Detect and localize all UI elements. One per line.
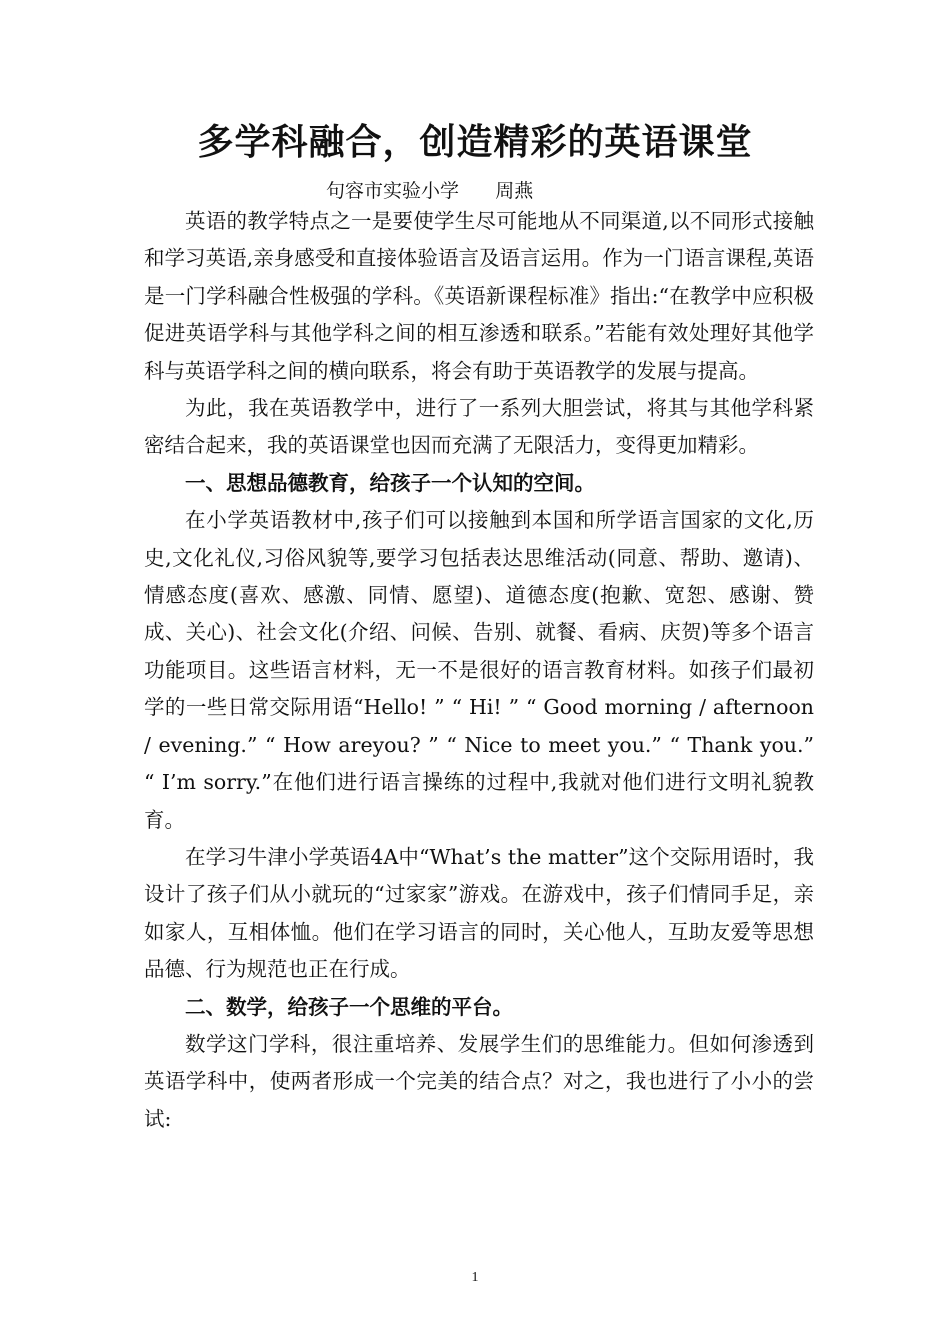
paragraph-approach: 为此，我在英语教学中，进行了一系列大胆尝试，将其与其他学科紧密结合起来，我的英语课堂也因而充满了无限活力，变得更加精彩。 <box>144 396 814 458</box>
document-body <box>144 203 814 1138</box>
page-number: 1 <box>471 1270 479 1285</box>
section-heading-moral-education: 一、思想品德教育，给孩子一个认知的空间。 <box>185 470 595 495</box>
paragraph-math: 数学这门学科，很注重培养、发展学生们的思维能力。但如何渗透到英语学科中，使两者形成一个完美的结合点？对之，我也进行了小小的尝试: <box>144 1031 814 1131</box>
author-line: 句容市实验小学 周燕 <box>326 180 534 202</box>
paragraph-intro: 英语的教学特点之一是要使学生尽可能地从不同渠道,以不同形式接触和学习英语,亲身感受和直接体验语言及语言运用。作为一门语言课程,英语是一门学科融合性极强的学科。《英语新课程标准》指出:“在教学中应积极促进英语学科与其他学科之间的相互渗透和联系。”若能有效处理好其他学科与英语学科之间的横向联系，将会有助于英语教学的发展与提高。 <box>144 209 814 383</box>
paragraph-moral-game: 在学习牛津小学英语4A中“What’s the matter”这个交际用语时，我设计了孩子们从小就玩的“过家家”游戏。在游戏中，孩子们情同手足，亲如家人，互相体恤。他们在学习语言的同时，关心他人，互助友爱等思想品德、行为规范也正在行成。 <box>144 844 814 982</box>
section-heading-math: 二、数学，给孩子一个思维的平台。 <box>185 994 513 1019</box>
paragraph-moral-materials: 在小学英语教材中,孩子们可以接触到本国和所学语言国家的文化,历史,文化礼仪,习俗风貌等,要学习包括表达思维活动(同意、帮助、邀请)、情感态度(喜欢、感激、同情、愿望)、道德态度(抱歉、宽恕、感谢、赞成、关心)、社会文化(介绍、问候、告别、就餐、看病、庆贺)等多个语言功能项目。这些语言材料，无一不是很好的语言教育材料。如孩子们最初学的一些日常交际用语“Hello! ” “ Hi! ” “ Good morning / afternoon / evening.” “ How areyou? ” “ Nice to meet you.” “ Thank you.” “ I’m sorry.”在他们进行语言操练的过程中,我就对他们进行文明礼貌教育。 <box>144 508 814 832</box>
document-title: 多学科融合，创造精彩的英语课堂 <box>197 121 753 163</box>
